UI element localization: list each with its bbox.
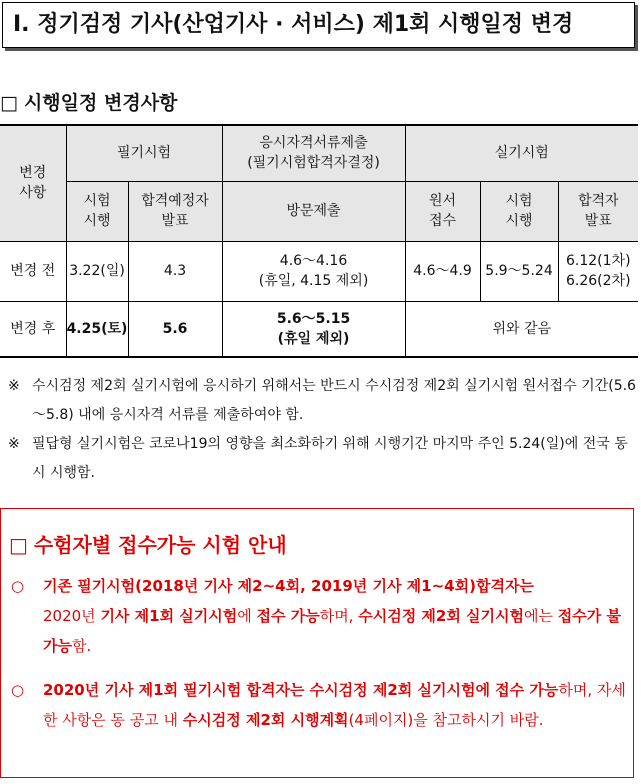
written-exam-date-header: 시험 시행: [66, 181, 128, 241]
notice-heading: [9, 529, 287, 558]
note-text: 필답형 실기시험은 코로나19의 영향을 최소화하기 위해 시행기간 마지막 주인 5.24(일)에 전국 동시 시행함.: [32, 436, 628, 481]
after-doc-submit: 5.6～5.15 (휴일 제외): [222, 301, 405, 357]
circle-bullet-icon: ○: [11, 577, 25, 595]
table-row-before: [0, 241, 638, 301]
note-item: [8, 430, 636, 488]
before-label: 변경 전: [0, 241, 66, 301]
notice-item: [11, 675, 627, 735]
page-title: Ⅰ. 정기검정 기사(산업기사 · 서비스) 제1회 시행일정 변경: [2, 2, 635, 48]
before-practical-apply: 4.6～4.9: [405, 241, 480, 301]
written-exam-header: 필기시험: [66, 125, 222, 181]
doc-submit-header: 응시자격서류제출 (필기시험합격자결정): [222, 125, 405, 181]
reference-mark-icon: ※: [8, 378, 20, 394]
before-written-exam: 3.22(일): [66, 241, 128, 301]
schedule-table: [0, 124, 638, 358]
notice-item-text: 기존 필기시험(2018년 기사 제2~4회, 2019년 기사 제1~4회)합격자는 2020년 기사 제1회 실기시험에 접수 가능하며, 수시검정 제2회 실기시험에는 접수가 불가능함.: [43, 577, 621, 655]
practical-apply-header: 원서 접수: [405, 181, 480, 241]
section-heading: [0, 88, 177, 115]
section-heading-label: 시행일정 변경사항: [23, 92, 178, 114]
notice-box: [0, 508, 634, 778]
table-row-after: [0, 301, 638, 357]
practical-result-header: 합격자 발표: [558, 181, 638, 241]
practical-exam-date-header: 시험 시행: [480, 181, 558, 241]
notice-item-text: 2020년 기사 제1회 필기시험 합격자는 수시검정 제2회 실기시험에 접수 가능하며, 자세한 사항은 동 공고 내 수시검정 제2회 시행계획(4페이지)을 참고하시기 바람.: [43, 681, 626, 729]
note-item: [8, 372, 636, 430]
notice-title: 수험자별 접수가능 시험 안내: [33, 533, 287, 557]
after-written-result: 5.6: [128, 301, 222, 357]
after-label: 변경 후: [0, 301, 66, 357]
before-written-result: 4.3: [128, 241, 222, 301]
before-practical-result: 6.12(1차) 6.26(2차): [558, 241, 638, 301]
after-written-exam: 4.25(토): [66, 301, 128, 357]
row-header-cell: 변경 사항: [0, 125, 66, 241]
written-result-header: 합격예정자 발표: [128, 181, 222, 241]
note-text: 수시검정 제2회 실기시험에 응시하기 위해서는 반드시 수시검정 제2회 실기시험 원서접수 기간(5.6～5.8) 내에 응시자격 서류를 제출하여야 함.: [32, 378, 636, 423]
checkbox-square-icon: □: [9, 533, 28, 557]
before-practical-exam: 5.9～5.24: [480, 241, 558, 301]
checkbox-square-icon: □: [0, 92, 18, 114]
notes: [8, 372, 636, 488]
circle-bullet-icon: ○: [11, 681, 25, 699]
doc-visit-header: 방문제출: [222, 181, 405, 241]
after-practical-same: 위와 같음: [405, 301, 638, 357]
before-doc-submit: 4.6～4.16 (휴일, 4.15 제외): [222, 241, 405, 301]
reference-mark-icon: ※: [8, 436, 20, 452]
practical-exam-header: 실기시험: [405, 125, 638, 181]
notice-item: [11, 571, 627, 661]
